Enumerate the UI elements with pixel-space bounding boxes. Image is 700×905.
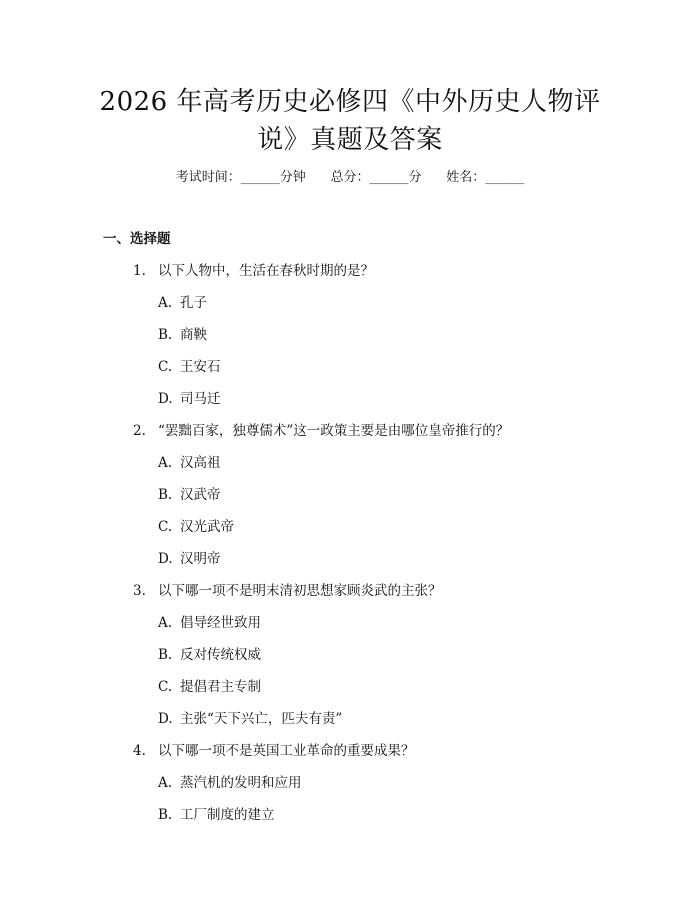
question-item xyxy=(0,742,700,838)
option-letter: C. xyxy=(158,359,173,375)
option-text: 工厂制度的建立 xyxy=(180,807,275,823)
question-number: 3. xyxy=(133,583,146,599)
question-row xyxy=(0,262,700,294)
option-letter: A. xyxy=(158,455,173,471)
question-number: 4. xyxy=(133,743,146,759)
question-text: “罢黜百家，独尊儒术”这一政策主要是由哪位皇帝推行的？ xyxy=(158,423,510,439)
option-row xyxy=(0,646,700,678)
question-row xyxy=(0,742,700,774)
option-text: 司马迁 xyxy=(180,391,221,407)
option-letter: B. xyxy=(158,487,173,503)
option-letter: A. xyxy=(158,775,173,791)
option-letter: D. xyxy=(158,551,173,567)
option-row xyxy=(0,518,700,550)
option-text: 王安石 xyxy=(180,359,221,375)
option-letter: C. xyxy=(158,519,173,535)
question-text: 以下人物中，生活在春秋时期的是？ xyxy=(158,263,374,279)
option-row xyxy=(0,390,700,422)
option-text: 汉光武帝 xyxy=(180,519,234,535)
option-text: 倡导经世致用 xyxy=(180,615,261,631)
question-text: 以下哪一项不是明末清初思想家顾炎武的主张？ xyxy=(158,583,442,599)
option-letter: B. xyxy=(158,807,173,823)
option-row xyxy=(0,326,700,358)
option-text: 提倡君主专制 xyxy=(180,679,261,695)
question-item xyxy=(0,582,700,742)
option-row xyxy=(0,806,700,838)
option-letter: A. xyxy=(158,295,173,311)
option-text: 蒸汽机的发明和应用 xyxy=(180,775,302,791)
option-row xyxy=(0,358,700,390)
question-list xyxy=(0,262,700,838)
page-title-line-2: 说》真题及答案 xyxy=(257,125,443,155)
question-text: 以下哪一项不是英国工业革命的重要成果？ xyxy=(158,743,415,759)
option-text: 主张“天下兴亡，匹夫有责” xyxy=(180,711,343,727)
option-letter: A. xyxy=(158,615,173,631)
option-text: 反对传统权威 xyxy=(180,647,261,663)
page-title-line-1: 2026 年高考历史必修四《中外历史人物评 xyxy=(99,87,601,117)
question-number: 2. xyxy=(133,423,146,439)
option-text: 孔子 xyxy=(180,295,207,311)
question-item xyxy=(0,262,700,422)
option-text: 汉武帝 xyxy=(180,487,221,503)
option-row xyxy=(0,486,700,518)
option-letter: B. xyxy=(158,327,173,343)
option-letter: B. xyxy=(158,647,173,663)
option-row xyxy=(0,710,700,742)
option-row xyxy=(0,550,700,582)
question-number: 1. xyxy=(133,263,146,279)
section-heading: 一、选择题 xyxy=(103,231,171,247)
exam-meta-line: 考试时间：______分钟 总分：______分 姓名：______ xyxy=(175,170,525,185)
question-item xyxy=(0,422,700,582)
option-row xyxy=(0,614,700,646)
option-row xyxy=(0,294,700,326)
question-row xyxy=(0,582,700,614)
option-text: 汉高祖 xyxy=(180,455,221,471)
option-text: 汉明帝 xyxy=(180,551,221,567)
option-letter: C. xyxy=(158,679,173,695)
question-row xyxy=(0,422,700,454)
option-row xyxy=(0,454,700,486)
option-text: 商鞅 xyxy=(180,327,207,343)
option-row xyxy=(0,774,700,806)
option-letter: D. xyxy=(158,391,173,407)
option-row xyxy=(0,678,700,710)
option-letter: D. xyxy=(158,711,173,727)
